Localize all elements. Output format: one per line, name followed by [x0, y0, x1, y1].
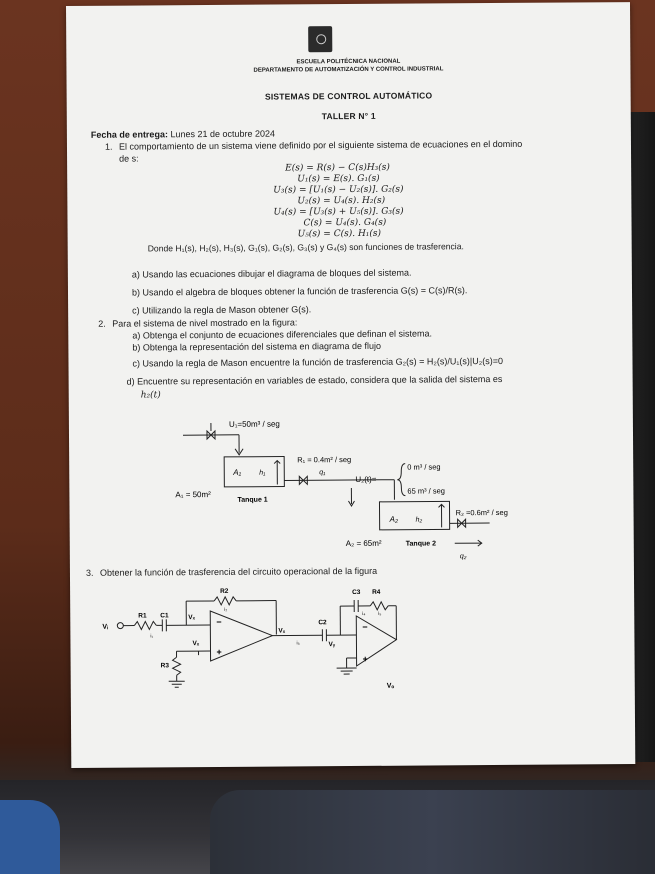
- q1-intro-2: de s:: [119, 153, 139, 164]
- q2-d-2: h₂(t): [140, 390, 161, 401]
- q1-flow-label: q₁: [319, 469, 326, 477]
- r4-label: R4: [372, 588, 381, 596]
- a2-inner-label: A₂: [389, 514, 399, 524]
- c2-label: C2: [318, 619, 327, 627]
- opamp-1-minus: −: [216, 616, 222, 627]
- q2-a: a) Obtenga el conjunto de ecuaciones diferenciales que definan el sistema.: [132, 328, 433, 341]
- course-title: SISTEMAS DE CONTROL AUTOMÁTICO: [264, 90, 433, 102]
- r3-label: R3: [160, 662, 169, 670]
- q2-number: 2.: [98, 318, 106, 329]
- u2-option-2: 65 m³ / seg: [407, 486, 445, 496]
- input-terminal: [117, 623, 123, 629]
- i5-label: i₅: [378, 610, 382, 617]
- tank-1-label: Tanque 1: [237, 496, 268, 504]
- exam-sheet: [66, 2, 635, 768]
- r2-label: R2: [220, 587, 229, 595]
- q1-eq-1: E(s) = R(s) − C(s)H₃(s): [285, 162, 390, 174]
- q1-a: a) Usando las ecuaciones dibujar el diagrama de bloques del sistema.: [131, 267, 412, 280]
- due-label: Fecha de entrega:: [90, 129, 168, 140]
- h2-label: h₂: [415, 516, 423, 524]
- q1-eq-4: U₂(s) = U₄(s). H₂(s): [297, 195, 386, 207]
- q1-number: 1.: [104, 141, 113, 152]
- vx-top-label: Vₓ: [188, 614, 196, 622]
- q2-flow-label: q₂: [459, 553, 467, 561]
- q2-d-1: d) Encuentre su representación en variables de estado, considera que la salida del sistema es: [126, 373, 503, 387]
- q2-c: c) Usando la regla de Mason encuentre la función de trasferencia G₂(s) = H₂(s)/U₁(s)|U₂(s)=0: [132, 355, 504, 369]
- opamp-2-minus: −: [362, 621, 368, 632]
- due-date: Lunes 21 de octubre 2024: [170, 128, 276, 140]
- school-logo-icon: [308, 26, 332, 52]
- u1-label: U₁=50m³ / seg: [228, 419, 280, 429]
- i3-label: i₃: [296, 640, 300, 647]
- department-name: DEPARTAMENTO DE AUTOMATIZACIÓN Y CONTROL INDUSTRIAL: [253, 66, 444, 74]
- cloth: [210, 790, 655, 874]
- opamp-circuit-figure: [100, 582, 401, 694]
- workshop-title: TALLER N° 1: [321, 110, 376, 122]
- q1-eq-6: C(s) = U₄(s). G₄(s): [303, 217, 387, 229]
- u2-label: U₂(t)=: [355, 474, 377, 484]
- q1-c: c) Utilizando la regla de Mason obtener G(s).: [132, 304, 312, 316]
- u2-option-1: 0 m³ / seg: [407, 462, 441, 472]
- school-name: ESCUELA POLITÉCNICA NACIONAL: [296, 58, 401, 66]
- r1-resistor-icon: [134, 621, 156, 629]
- c1-label: C1: [160, 612, 169, 620]
- q3-text: Obtener la función de trasferencia del circuito operacional de la figura: [99, 565, 378, 578]
- q1-intro-1: El comportamiento de un sistema viene definido por el siguiente sistema de ecuaciones en el domino: [118, 138, 523, 152]
- vi-label: Vᵢ: [102, 623, 109, 631]
- r1-label: R₁ = 0.4m² / seg: [297, 455, 352, 465]
- a1-inner-label: A₁: [233, 467, 242, 477]
- a1-label: A₁ = 50m²: [175, 490, 211, 500]
- r3-resistor-icon: [173, 657, 181, 675]
- r2-resistor-icon: [214, 597, 236, 605]
- i2-label: i₂: [224, 606, 228, 613]
- q1-donde: Donde H₁(s), H₂(s), H₃(s), G₁(s), G₂(s), G₃(s) y G₄(s) son funciones de trasferencia.: [147, 241, 464, 254]
- h1-label: h₁: [259, 469, 266, 477]
- blue-object: [0, 800, 60, 874]
- due-line: [91, 129, 275, 140]
- tank-1-outlet-pipe: [284, 480, 394, 481]
- q1-eq-5: U₄(s) = [U₃(s) + U₅(s)]. G₃(s): [273, 206, 404, 218]
- r2-label: R₂ =0.6m² / seg: [455, 507, 508, 518]
- q2-intro: Para el sistema de nivel mostrado en la figura:: [112, 317, 298, 329]
- vx-mid-label: Vₓ: [192, 640, 200, 648]
- vx-2-label: Vₓ: [278, 627, 286, 635]
- tank-system-figure: [169, 403, 508, 565]
- q1-b: b) Usando el algebra de bloques obtener la función de trasferencia G(s) = C(s)/R(s).: [131, 285, 468, 298]
- u2-brace: [397, 464, 405, 496]
- i1-label: i₁: [150, 633, 154, 640]
- q1-eq-3: U₃(s) = [U₁(s) − U₂(s)]. G₂(s): [273, 184, 404, 196]
- q1-eq-7: U₅(s) = C(s). H₁(s): [297, 228, 382, 240]
- vy-label: Vᵧ: [328, 641, 336, 649]
- opamp-2-plus: +: [362, 653, 368, 664]
- q3-number: 3.: [85, 567, 94, 578]
- opamp-1-plus: +: [216, 646, 222, 657]
- c3-label: C3: [352, 588, 361, 597]
- r4-resistor-icon: [370, 602, 388, 610]
- tank-2-label: Tanque 2: [405, 540, 437, 548]
- q2-b: b) Obtenga la representación del sistema en diagrama de flujo: [132, 340, 382, 353]
- a2-label: A₂ = 65m²: [345, 538, 382, 549]
- i4-label: i₄: [362, 610, 366, 617]
- vo-label: Vₒ: [386, 682, 395, 690]
- r1-label: R1: [138, 612, 147, 620]
- q1-eq-2: U₁(s) = E(s). G₁(s): [297, 173, 380, 185]
